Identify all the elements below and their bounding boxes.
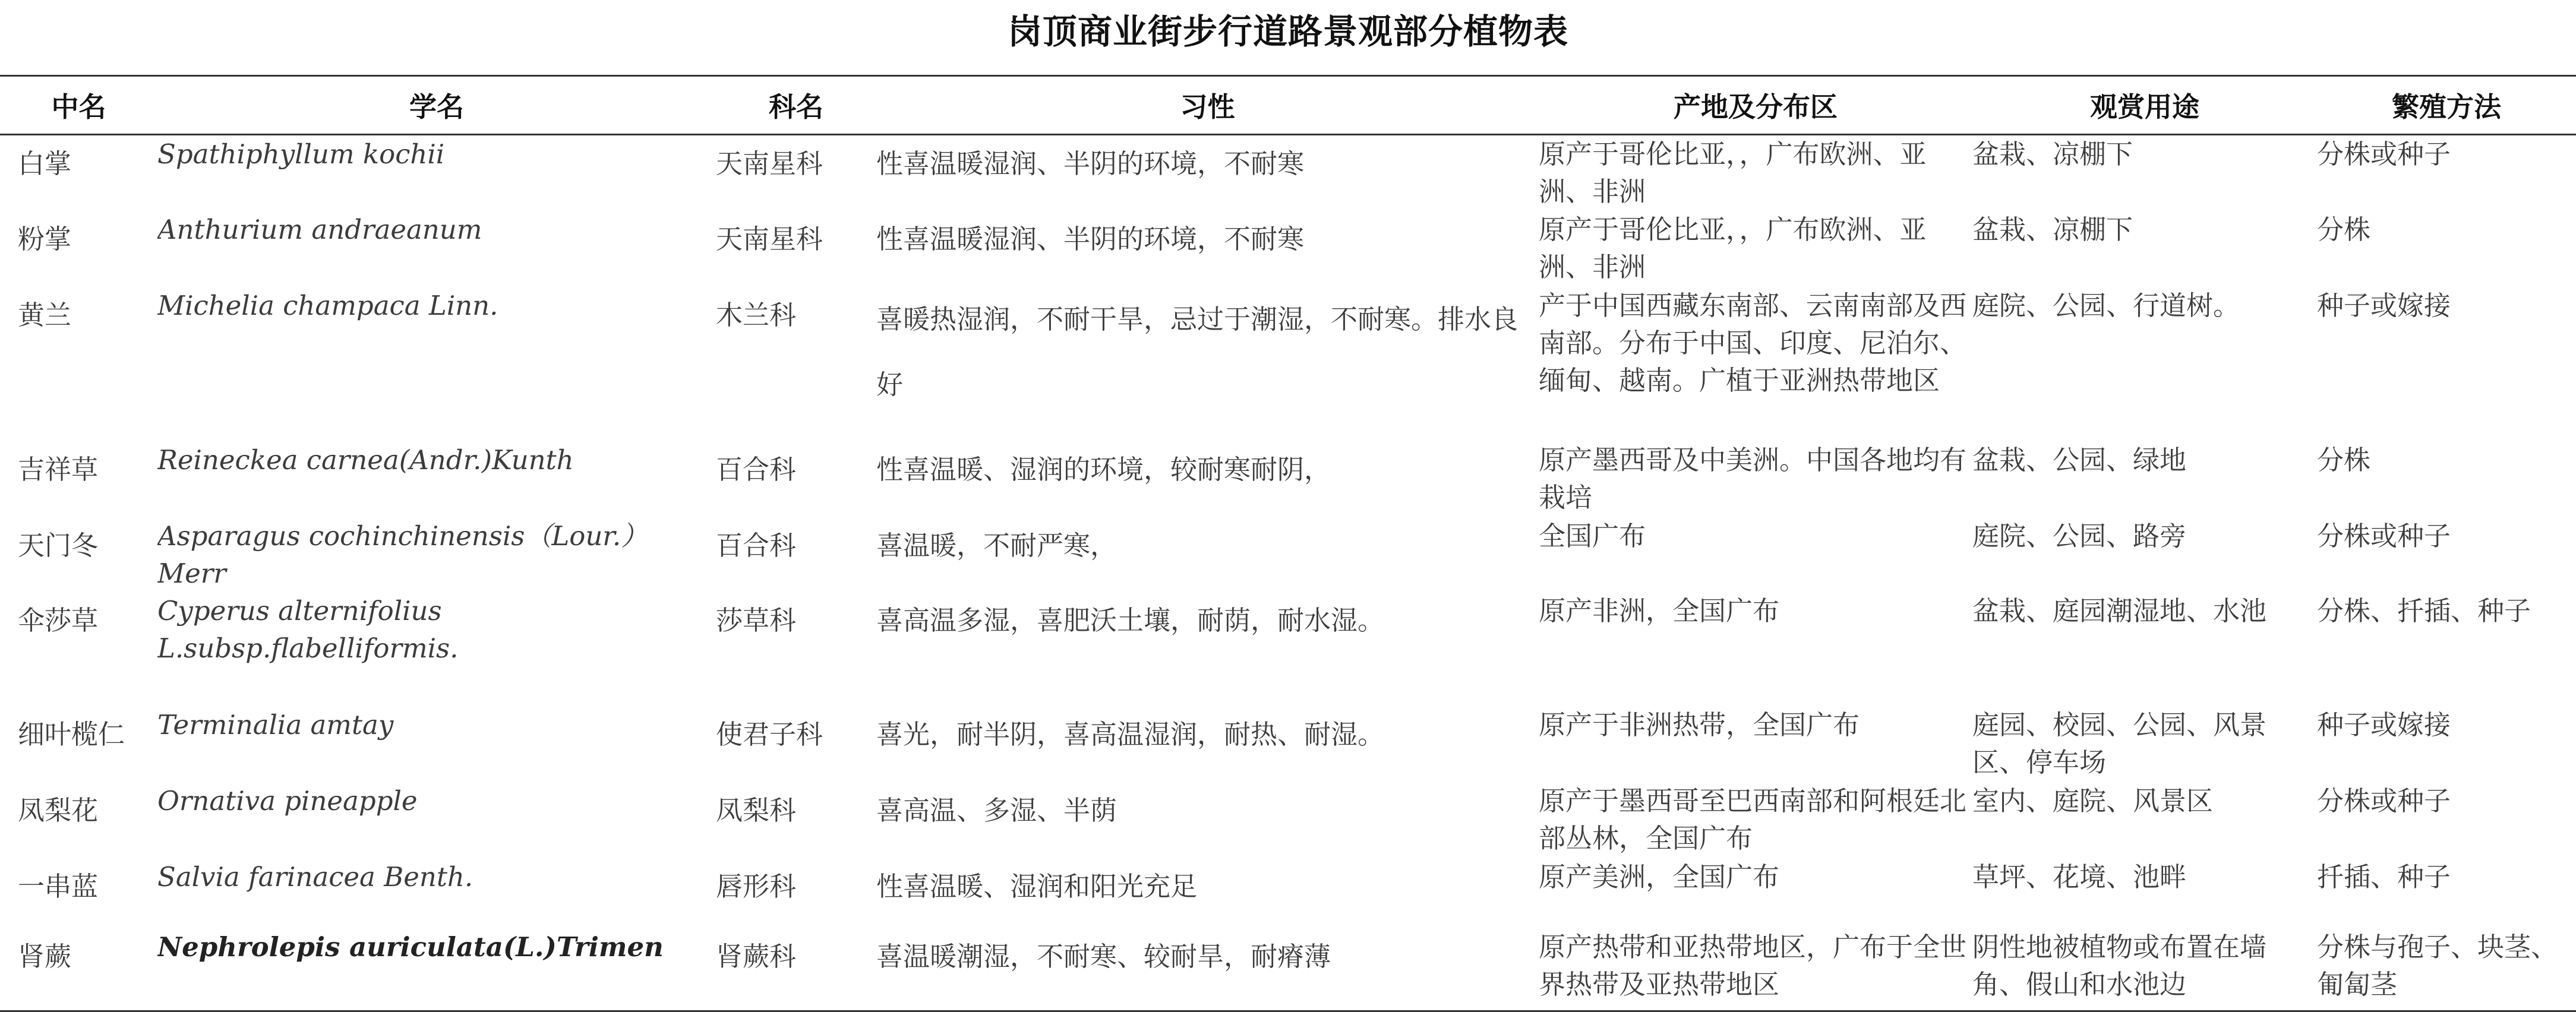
cell-habit: 性喜温暖、湿润和阳光充足 <box>876 870 1198 902</box>
cell-use: 阴性地被植物或布置在墙角、假山和水池边 <box>1972 928 2317 1011</box>
cell-origin: 原产美洲，全国广布 <box>1539 861 1780 893</box>
cell-sci-name: Reineckea carnea(Andr.)Kunth <box>157 444 574 476</box>
header-family: 科名 <box>716 76 876 135</box>
cell-cn-name: 伞莎草 <box>18 604 99 636</box>
cell-propagation: 分株或种子 <box>2317 520 2451 552</box>
cell-use: 庭院、公园、路旁 <box>1972 520 2187 552</box>
plant-table <box>0 75 2576 1012</box>
cell-propagation: 种子或嫁接 <box>2317 709 2451 741</box>
cell-sci-name: Anthurium andraeanum <box>157 213 482 245</box>
cell-family: 唇形科 <box>716 870 797 902</box>
table-row <box>0 287 2576 441</box>
cell-sci-name: Asparagus cochinchinensis（Lour.）Merr <box>157 520 648 589</box>
cell-propagation: 分株与孢子、块茎、匍匐茎 <box>2317 928 2576 1011</box>
cell-propagation: 种子或嫁接 <box>2317 289 2451 321</box>
table-row <box>0 135 2576 211</box>
cell-use: 盆栽、公园、绿地 <box>1972 444 2187 476</box>
cell-family: 肾蕨科 <box>716 928 876 1011</box>
header-sci-name: 学名 <box>157 76 716 135</box>
cell-sci-name: Ornativa pineapple <box>157 785 418 817</box>
cell-sci-name: Terminalia amtay <box>157 709 394 741</box>
cell-propagation: 分株或种子 <box>2317 138 2451 170</box>
cell-propagation: 分株、扦插、种子 <box>2317 594 2531 627</box>
cell-cn-name: 一串蓝 <box>18 870 99 902</box>
table-row <box>0 592 2576 706</box>
cell-use: 盆栽、凉棚下 <box>1972 138 2133 170</box>
cell-habit: 喜高温多湿，喜肥沃土壤，耐荫，耐水湿。 <box>876 604 1385 636</box>
cell-sci-name: Cyperus alternifolius L.subsp.flabelliformis. <box>157 594 459 664</box>
cell-use: 盆栽、凉棚下 <box>1972 213 2133 245</box>
cell-use: 室内、庭院、风景区 <box>1972 785 2214 817</box>
table-row <box>0 782 2576 858</box>
table-row <box>0 517 2576 592</box>
cell-sci-name: Salvia farinacea Benth. <box>157 861 473 893</box>
cell-origin: 原产于哥伦比亚，，广布欧洲、亚洲、非洲 <box>1539 138 1927 207</box>
cell-cn-name: 白掌 <box>18 148 72 179</box>
cell-habit: 性喜温暖湿润、半阴的环境，不耐寒 <box>876 148 1305 179</box>
table-row <box>0 211 2576 287</box>
cell-habit: 喜暖热湿润，不耐干旱，忌过于潮湿，不耐寒。排水良好 <box>876 303 1519 400</box>
cell-family: 天南星科 <box>716 148 823 179</box>
cell-habit: 喜温暖潮湿，不耐寒、较耐旱，耐瘠薄 <box>876 928 1539 1011</box>
header-origin: 产地及分布区 <box>1539 76 1972 135</box>
cell-family: 天南星科 <box>716 223 823 255</box>
table-row <box>0 441 2576 517</box>
cell-cn-name: 黄兰 <box>18 299 72 331</box>
cell-cn-name: 肾蕨 <box>0 928 157 1011</box>
cell-origin: 原产于哥伦比亚，，广布欧洲、亚洲、非洲 <box>1539 213 1927 283</box>
cell-habit: 性喜温暖湿润、半阴的环境，不耐寒 <box>876 223 1305 255</box>
cell-propagation: 分株 <box>2317 444 2371 476</box>
cell-use: 盆栽、庭园潮湿地、水池 <box>1972 594 2267 627</box>
cell-origin: 原产非洲，全国广布 <box>1539 594 1780 627</box>
cell-sci-name: Michelia champaca Linn. <box>157 289 498 321</box>
cell-origin: 原产于墨西哥至巴西南部和阿根廷北部丛林，全国广布 <box>1539 785 1967 854</box>
header-row <box>0 76 2576 135</box>
cell-origin: 产于中国西藏东南部、云南南部及西南部。分布于中国、印度、尼泊尔、缅甸、越南。广植于亚洲热带地区 <box>1539 289 1967 396</box>
cell-cn-name: 吉祥草 <box>18 453 99 485</box>
cell-habit: 喜高温、多湿、半荫 <box>876 794 1117 826</box>
cell-habit: 性喜温暖、湿润的环境，较耐寒耐阴， <box>876 453 1331 485</box>
cell-cn-name: 天门冬 <box>18 529 99 561</box>
cell-use: 庭院、公园、行道树。 <box>1972 289 2240 321</box>
cell-use: 草坪、花境、池畔 <box>1972 861 2187 893</box>
cell-propagation: 分株 <box>2317 213 2371 245</box>
cell-propagation: 分株或种子 <box>2317 785 2451 817</box>
cell-family: 凤梨科 <box>716 794 797 826</box>
cell-use: 庭园、校园、公园、风景区、停车场 <box>1972 709 2267 778</box>
header-propagation: 繁殖方法 <box>2317 76 2576 135</box>
table-row <box>0 928 2576 1011</box>
cell-cn-name: 细叶榄仁 <box>18 718 125 750</box>
cell-propagation: 扦插、种子 <box>2317 861 2451 893</box>
cell-family: 木兰科 <box>716 299 797 331</box>
table-row <box>0 706 2576 782</box>
cell-origin: 原产热带和亚热带地区，广布于全世界热带及亚热带地区 <box>1539 928 1972 1011</box>
cell-origin: 原产于非洲热带，全国广布 <box>1539 709 1860 741</box>
table-row <box>0 858 2576 928</box>
cell-family: 莎草科 <box>716 604 797 636</box>
cell-habit: 喜温暖，不耐严寒， <box>876 529 1117 561</box>
header-use: 观赏用途 <box>1972 76 2317 135</box>
cell-sci-name: Nephrolepis auriculata(L.)Trimen <box>157 928 716 1011</box>
table-title: 岗顶商业街步行道路景观部分植物表 <box>1007 11 1568 52</box>
cell-cn-name: 粉掌 <box>18 223 72 255</box>
cell-habit: 喜光，耐半阴，喜高温湿润，耐热、耐湿。 <box>876 718 1385 750</box>
cell-family: 百合科 <box>716 453 797 485</box>
cell-origin: 原产墨西哥及中美洲。中国各地均有栽培 <box>1539 444 1967 513</box>
header-habit: 习性 <box>876 76 1539 135</box>
cell-family: 百合科 <box>716 529 797 561</box>
header-cn-name: 中名 <box>0 76 157 135</box>
cell-sci-name: Spathiphyllum kochii <box>157 138 445 170</box>
cell-cn-name: 凤梨花 <box>18 794 99 826</box>
cell-origin: 全国广布 <box>1539 520 1646 552</box>
cell-family: 使君子科 <box>716 718 823 750</box>
